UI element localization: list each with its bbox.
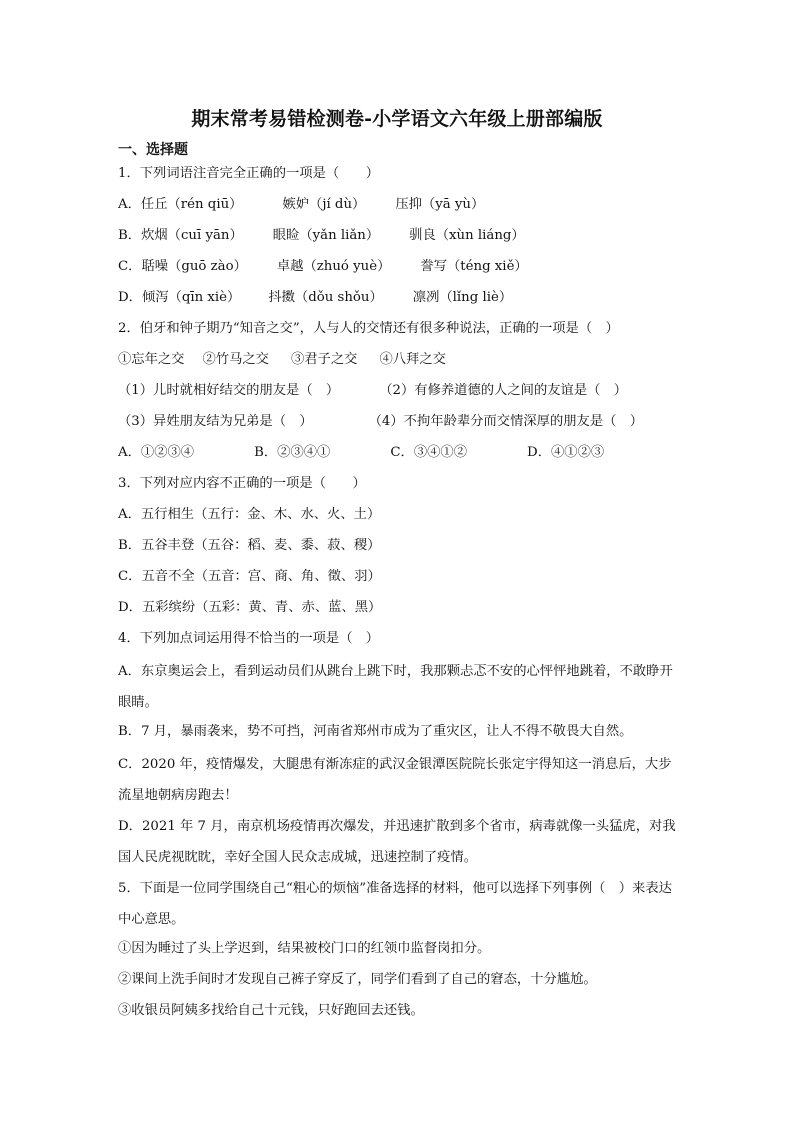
- question-1-option-b: [118, 222, 678, 253]
- option-text: B．炊烟（cuī yān）: [118, 228, 243, 243]
- option-text: D．倾泻（qīn xiè）: [118, 290, 241, 305]
- option-text: 卓越（zhuó yuè）: [276, 259, 391, 274]
- subquestion-text: （3）异姓朋友结为兄弟是（ ）: [118, 414, 313, 429]
- section-heading: 一、选择题: [118, 142, 188, 158]
- subquestion-text: （4）不拘年龄辈分而交情深厚的朋友是（ ）: [368, 414, 644, 429]
- option-text: 誊写（téng xiě）: [420, 259, 528, 274]
- question-3-option-a: A．五行相生（五行：金、木、水、火、土）: [118, 507, 381, 522]
- question-3-stem: 3．下列对应内容不正确的一项是（ ）: [118, 476, 366, 491]
- item-text: ③君子之交: [290, 352, 358, 367]
- question-3-option-d: D．五彩缤纷（五彩：黄、青、赤、蓝、黑）: [118, 600, 382, 615]
- question-4-option-d: D．2021 年 7 月，南京机场疫情再次爆发，并迅速扩散到多个省市，病毒就像一头猛虎，对我国人民虎视眈眈，幸好全国人民众志成城，迅速控制了疫情。: [118, 819, 676, 865]
- subquestion-text: （2）有修养道德的人之间的友谊是（ ）: [379, 383, 628, 398]
- option-text: 嫉妒（jí dù）: [282, 197, 366, 212]
- question-1-option-c: [118, 253, 678, 284]
- option-text: 驯良（xùn liáng）: [409, 228, 525, 243]
- question-4-option-c: C．2020 年，疫情爆发，大腿患有渐冻症的武汉金银潭医院院长张定宇得知这一消息后，大步流星地朝病房跑去！: [118, 757, 672, 803]
- item-text: ②竹马之交: [202, 352, 269, 367]
- option-text: B．②③④①: [254, 445, 331, 460]
- option-text: A．①②③④: [118, 445, 195, 460]
- option-text: 眼睑（yǎn liǎn）: [272, 228, 380, 243]
- option-text: 凛冽（lǐng liè）: [412, 290, 513, 305]
- question-4-stem: 4．下列加点词运用得不恰当的一项是（ ）: [118, 631, 380, 646]
- option-text: D．④①②③: [527, 445, 605, 460]
- question-1-stem: 1．下列词语注音完全正确的一项是（ ）: [118, 166, 380, 181]
- option-text: C．③④①②: [390, 445, 468, 460]
- question-5-item-1: ①因为睡过了头上学迟到，结果被校门口的红领巾监督岗扣分。: [118, 941, 491, 956]
- question-2-options: [118, 439, 678, 470]
- question-2-subquestions-1-2: [118, 377, 678, 408]
- option-text: 压抑（yā yù）: [395, 197, 485, 212]
- question-5-stem: 5．下面是一位同学围绕自己“粗心的烦恼”准备选择的材料，他可以选择下列事例（ ）来表达中心意思。: [118, 881, 672, 927]
- option-text: A．任丘（rén qiū）: [118, 197, 243, 212]
- item-text: ④八拜之交: [379, 352, 446, 367]
- question-2-subquestions-3-4: [118, 408, 678, 439]
- question-1-option-d: [118, 284, 678, 315]
- question-4-option-a: A．东京奥运会上，看到运动员们从跳台上跳下时，我那颗忐忑不安的心怦怦地跳着，不敢睁开眼睛。: [118, 664, 673, 710]
- question-3-option-c: C．五音不全（五音：宫、商、角、徵、羽）: [118, 569, 381, 584]
- question-5-item-2: ②课间上洗手间时才发现自己裤子穿反了，同学们看到了自己的窘态，十分尴尬。: [118, 972, 597, 987]
- option-text: 抖擞（dǒu shǒu）: [268, 290, 383, 305]
- question-1-option-a: [118, 191, 678, 222]
- question-4-option-b: B．7 月，暴雨袭来，势不可挡，河南省郑州市成为了重灾区，让人不得不敬畏大自然。: [118, 724, 633, 739]
- question-list: [118, 160, 678, 1028]
- page-title: 期末常考易错检测卷-小学语文六年级上册部编版: [191, 108, 603, 130]
- option-text: C．聒噪（guō zào）: [118, 259, 247, 274]
- question-2-items: [118, 346, 678, 377]
- item-text: ①忘年之交: [118, 352, 185, 367]
- subquestion-text: （1）儿时就相好结交的朋友是（ ）: [118, 383, 340, 398]
- question-2-stem: 2．伯牙和钟子期乃“知音之交”，人与人的交情还有很多种说法，正确的一项是（ ）: [118, 321, 619, 336]
- question-5-item-3: ③收银员阿姨多找给自己十元钱，只好跑回去还钱。: [118, 1003, 424, 1018]
- question-3-option-b: B．五谷丰登（五谷：稻、麦、黍、菽、稷）: [118, 538, 381, 553]
